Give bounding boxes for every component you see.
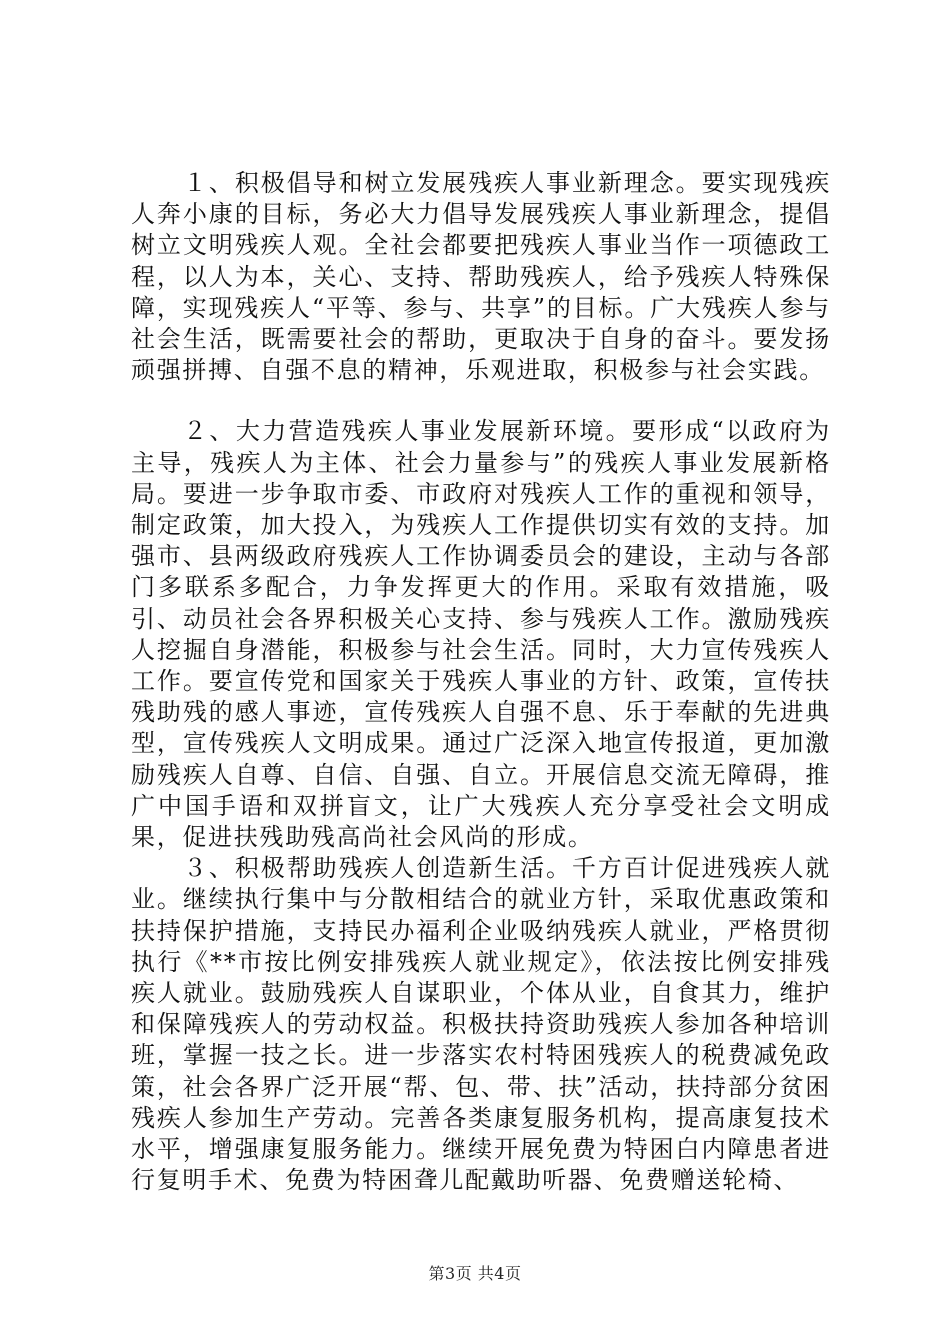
paragraph-1: １、积极倡导和树立发展残疾人事业新理念。要实现残疾人奔小康的目标，务必大力倡导发展残疾人事业新理念，提倡树立文明残疾人观。全社会都要把残疾人事业当作一项德政工程，以人为本，关心、支持、帮助残疾人，给予残疾人特殊保障，实现残疾人“平等、参与、共享”的目标。广大残疾人参与社会生活，既需要社会的帮助，更取决于自身的奋斗。要发扬顽强拼搏、自强不息的精神，乐观进取，积极参与社会实践。	[131, 169, 831, 385]
paragraph-2: ２、大力营造残疾人事业发展新环境。要形成“以政府为主导，残疾人为主体、社会力量参与”的残疾人事业发展新格局。要进一步争取市委、市政府对残疾人工作的重视和领导，制定政策，加大投入，为残疾人工作提供切实有效的支持。加强市、县两级政府残疾人工作协调委员会的建设，主动与各部门多联系多配合，力争发挥更大的作用。采取有效措施，吸引、动员社会各界积极关心支持、参与残疾人工作。激励残疾人挖掘自身潜能，积极参与社会生活。同时，大力宣传残疾人工作。要宣传党和国家关于残疾人事业的方针、政策，宣传扶残助残的感人事迹，宣传残疾人自强不息、乐于奉献的先进典型，宣传残疾人文明成果。通过广泛深入地宣传报道，更加激励残疾人自尊、自信、自强、自立。开展信息交流无障碍，推广中国手语和双拼盲文，让广大残疾人充分享受社会文明成果，促进扶残助残高尚社会风尚的形成。	[131, 417, 831, 852]
document-body	[131, 168, 831, 1197]
page-footer: 第3页 共4页	[428, 1264, 522, 1283]
paragraph-3: ３、积极帮助残疾人创造新生活。千方百计促进残疾人就业。继续执行集中与分散相结合的就业方针，采取优惠政策和扶持保护措施，支持民办福利企业吸纳残疾人就业，严格贯彻执行《**市按比例安排残疾人就业规定》，依法按比例安排残疾人就业。鼓励残疾人自谋职业，个体从业，自食其力，维护和保障残疾人的劳动权益。积极扶持资助残疾人参加各种培训班，掌握一技之长。进一步落实农村特困残疾人的税费减免政策，社会各界广泛开展“帮、包、带、扶”活动，扶持部分贫困残疾人参加生产劳动。完善各类康复服务机构，提高康复技术水平，增强康复服务能力。继续开展免费为特困白内障患者进行复明手术、免费为特困聋儿配戴助听器、免费赠送轮椅、	[131, 854, 831, 1195]
